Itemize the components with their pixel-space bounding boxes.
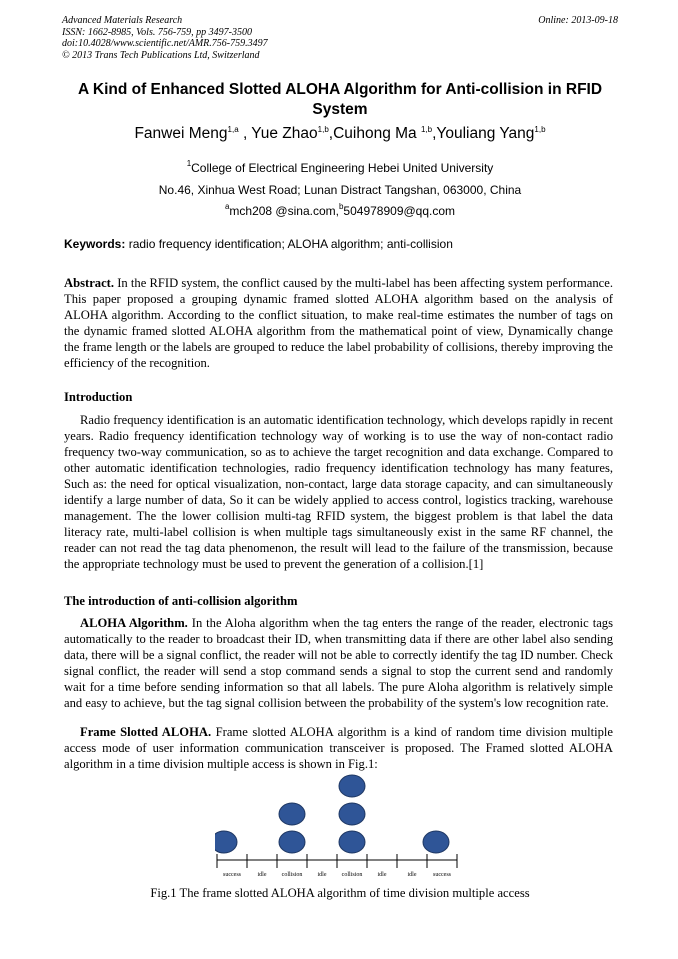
author-sup: 1,b: [420, 125, 433, 134]
email-link[interactable]: mch208 @sina.com,: [229, 204, 339, 218]
affiliation-college: [62, 160, 618, 176]
abstract-label: Abstract.: [64, 276, 115, 290]
slot-label: idle: [257, 872, 267, 878]
tag-circle: [339, 803, 365, 825]
journal-copyright: © 2013 Trans Tech Publications Ltd, Switzerland: [62, 49, 260, 61]
introduction-heading: Introduction: [64, 390, 133, 404]
email-link[interactable]: 504978909@qq.com: [343, 204, 456, 218]
author-name: Cuihong Ma: [333, 125, 421, 142]
author-sup: 1,a: [227, 125, 239, 134]
slot-label: collision: [281, 872, 303, 878]
author-name: Youliang Yang: [436, 125, 535, 142]
tag-circle: [339, 831, 365, 853]
journal-name: Advanced Materials Research: [62, 15, 183, 26]
college-name: College of Electrical Engineering Hebei United University: [191, 161, 494, 175]
author-name: Yue Zhao: [251, 125, 318, 142]
fsa-label: Frame Slotted ALOHA.: [80, 725, 212, 739]
aloha-label: ALOHA Algorithm.: [80, 616, 188, 630]
journal-doi: doi:10.4028/www.scientific.net/AMR.756-759.3497: [62, 38, 268, 49]
slot-label: success: [223, 872, 241, 878]
slot-label: collision: [341, 872, 363, 878]
author-sup: 1,b: [317, 125, 329, 134]
tag-circle: [279, 803, 305, 825]
tag-circle: [279, 831, 305, 853]
tag-circle: [423, 831, 449, 853]
journal-header: [62, 15, 618, 61]
paper-title: A Kind of Enhanced Slotted ALOHA Algorithm for Anti-collision in RFID System: [77, 81, 603, 118]
online-date: Online: 2013-09-18: [538, 15, 618, 26]
figure-caption: Fig.1 The frame slotted ALOHA algorithm of time division multiple access: [150, 886, 530, 900]
abstract-text: In the RFID system, the conflict caused by the multi-label has been affecting system performance. This paper proposed a grouping dynamic framed slotted ALOHA algorithm based on the analysis of ALOHA algorithm. According to the conflict situation, to make real-time estimates the number of tags on the dynamic framed slotted ALOHA algorithm from the mathematical point of view, Dynamically change the frame length or the labels are grouped to reduce the label probability of collisions, thereby improving the efficiency of the recognition.: [64, 276, 613, 370]
slot-label: idle: [377, 872, 387, 878]
aloha-paragraph: [64, 615, 613, 711]
email-sup: a: [224, 202, 230, 211]
slot-label: idle: [317, 872, 327, 878]
author-sup: 1,b: [534, 125, 546, 134]
author-sep: ,: [432, 125, 437, 142]
affiliation-sup: 1: [186, 159, 192, 168]
affiliation-address: No.46, Xinhua West Road; Lunan Distract Tangshan, 063000, China: [158, 183, 522, 197]
fsa-text: Frame slotted ALOHA algorithm is a kind of random time division multiple access mode of user information communication transceiver is proposed. The Framed slotted ALOHA algorithm in a time division multiple access is shown in Fig.1:: [64, 725, 613, 771]
keywords-label: Keywords:: [64, 237, 126, 251]
author-list: [62, 124, 618, 144]
tag-circle: [339, 775, 365, 797]
fsa-paragraph: [64, 724, 613, 772]
frame-slot-figure: [215, 768, 460, 884]
keywords-text: radio frequency identification; ALOHA algorithm; anti-collision: [125, 237, 453, 251]
author-name: Fanwei Meng: [134, 125, 228, 142]
anticollision-heading: The introduction of anti-collision algorithm: [64, 594, 298, 608]
affiliation-emails: [62, 203, 618, 219]
author-sep: ,: [238, 125, 252, 142]
email-sup: b: [338, 202, 344, 211]
author-sep: ,: [328, 125, 334, 142]
keywords: [64, 237, 620, 252]
slot-label: idle: [407, 872, 417, 878]
tag-circle: [215, 831, 237, 853]
abstract: [64, 275, 613, 371]
aloha-text: In the Aloha algorithm when the tag enters the range of the reader, electronic tags automatically to the reader to broadcast their ID, when transmitting data if there are other label also sending data, there will be a signal conflict, the reader will not be able to correctly identify the tag ID number. Check signal conflict, the reader will send a stop command sends a signal to stop the current send and randomly wait for a time before sending information so that all labels. The pure Aloha algorithm is relatively simple and easy to achieve, but the tag signal collision between the probability of the system's low recognition rate.: [64, 616, 613, 710]
journal-issn: ISSN: 1662-8985, Vols. 756-759, pp 3497-3500: [62, 26, 252, 38]
introduction-text: Radio frequency identification is an automatic identification technology, which develops rapidly in recent years. Radio frequency identification technology way of working is to use the way of non-contact radio frequency two-way communication, so as to achieve the target recognition and data exchange. Compared to other automatic identification technologies, radio frequency identification technology has many features, Such as: the need for optical visualization, non-contact, large data storage capacity, and can simultaneously identify a large number of data, So it can be widely applied to access control, logistics tracking, warehouse management. The the lower collision multi-tag RFID system, the biggest problem is that label the data literacy rate, multi-label collision is when multiple tags simultaneously exist in the same RF channel, the reader can not read the tag data phenomenon, the result will lead to the failure of the transmission, because the appropriate technology must be used to prevent the generation of a collision.[1]: [64, 413, 613, 571]
slot-label: success: [433, 872, 451, 878]
